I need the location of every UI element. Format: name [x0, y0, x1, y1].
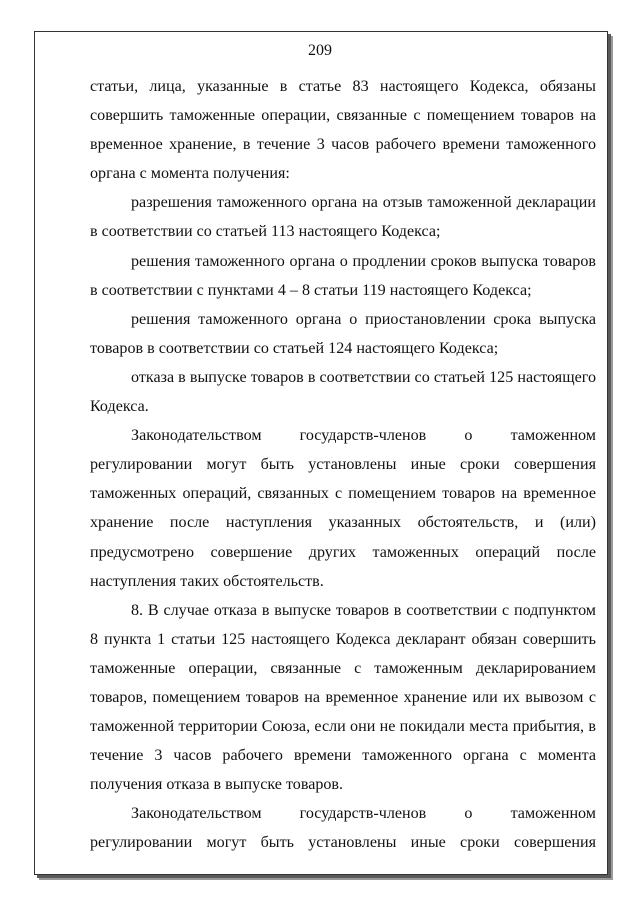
paragraph-2: разрешения таможенного органа на отзыв таможенной декларации в соответствии со статьей 113 настоящего Кодекса;: [90, 194, 596, 241]
page-number: 209: [308, 42, 332, 59]
paragraph-5: отказа в выпуске товаров в соответствии со статьей 125 настоящего Кодекса.: [90, 368, 596, 416]
paragraph-7: 8. В случае отказа в выпуске товаров в соответствии с подпунктом 8 пункта 1 статьи 125 настоящего Кодекса декларант обязан совершить таможенные операции, связанные с таможенным декларированием товаров, помещением товаров на временное хранение или их вывозом с таможенной территории Союза, если они не покидали места прибытия, в течение 3 часов рабочего времени таможенного органа с момента получения отказа в выпуске товаров.: [90, 601, 596, 794]
paragraph-4: решения таможенного органа о приостановлении срока выпуска товаров в соответствии со статьей 124 настоящего Кодекса;: [90, 310, 596, 357]
paragraph-1: статьи, лица, указанные в статье 83 настоящего Кодекса, обязаны совершить таможенные операции, связанные с помещением товаров на временное хранение, в течение 3 часов рабочего времени таможенного органа с момента получения:: [90, 78, 596, 183]
paragraph-8: Законодательством государств-членов о таможенном регулировании могут быть установлены иные сроки совершения: [90, 805, 596, 852]
paragraph-6: Законодательством государств-членов о таможенном регулировании могут быть установлены иные сроки совершения таможенных операций, связанных с помещением товаров на временное хранение после наступления указанных обстоятельств, и (или) предусмотрено совершение других таможенных операций после наступления таких обстоятельств.: [90, 427, 596, 590]
document-body: [90, 72, 596, 858]
paragraph-3: решения таможенного органа о продлении сроков выпуска товаров в соответствии с пунктами 4 – 8 статьи 119 настоящего Кодекса;: [90, 252, 596, 299]
